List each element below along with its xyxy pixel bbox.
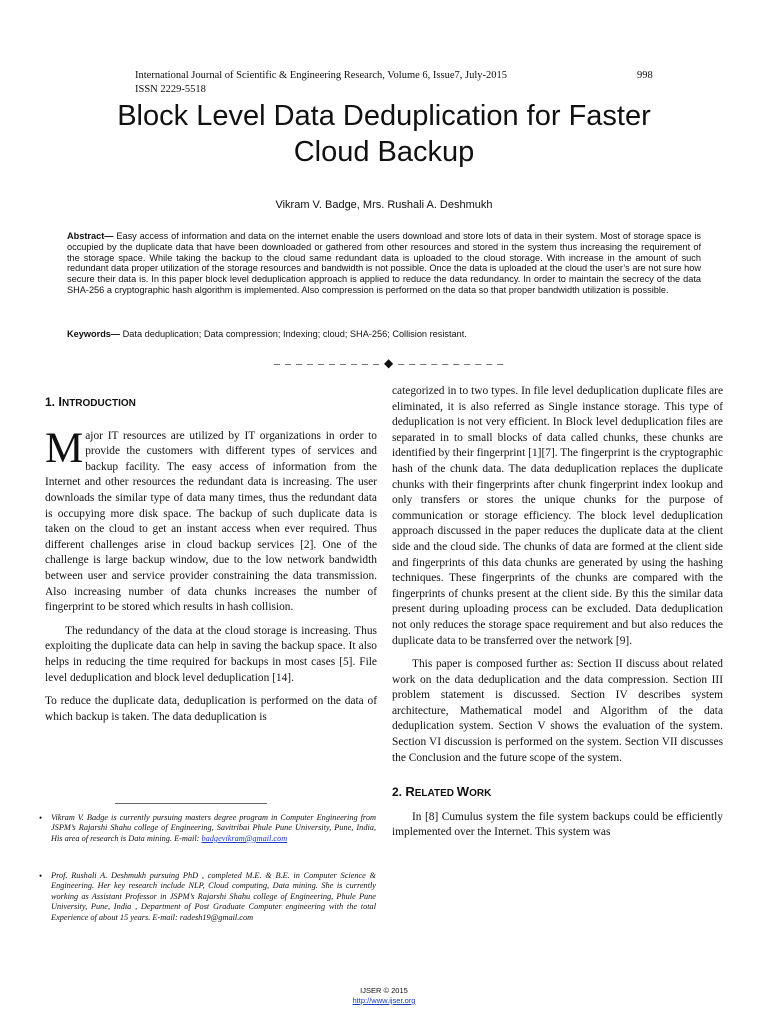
drop-cap: M xyxy=(45,424,84,472)
right-paragraph-1: categorized in to two types. In file level deduplication duplicate files are eliminated, it is also referred as Single instance storage. This type of deduplication is not very efficient. In Block level deduplication files are separated in to small blocks of data called chunks, these chunks are identified by their fingerprint [1][7]. The fingerprint is the cryptographic hash of the chunk data. The data deduplication replaces the duplicate chunks with their fingerprints after chunk fingerprint index lookup and only transfers or stores the unique chunks for the purpose of communication or storage efficiency. The block level deduplication approach discussed in the paper reduces the duplicate data at the client side and the cloud side. The chunks of data are formed at the client side and fingerprints of this data chunks are generated by using the hashing techniques. These fingerprints of the chunks are compared with the fingerprints of chunks present at the client side. By this the similar data present during uploading process can be excluded. Data deduplication not only reduces the storage space requirement and but also reduces the duplicate data to be transferred over the network [9]. xyxy=(392,385,723,647)
intro-paragraph-3: To reduce the duplicate data, deduplication is performed on the data of which backup is taken. The data deduplication is xyxy=(45,695,377,723)
footer-url xyxy=(0,996,768,1005)
bullet-icon: • xyxy=(39,871,43,881)
intro-paragraph-2: The redundancy of the data at the cloud storage is increasing. Thus exploiting the duplicate data can help in saving the backup space. It also helps in reducing the time required for backups in most cases [5]. File level deduplication and block level deduplication [14]. xyxy=(45,624,377,684)
bullet-icon: • xyxy=(39,813,43,823)
section-separator: – – – – – – – – – – ◆ – – – – – – – – – – xyxy=(274,356,505,370)
abstract-text: Easy access of information and data on the internet enable the users download and store lots of data in their system. Most of storage space is occupied by the duplicate data that have been downloaded or gathered from other resources and stored in the system thus increasing the requirement of the storage space. While taking the backup to the cloud same redundant data is uploaded to the cloud storage. With increase in the amount of such redundant data proper utilization of the storage resources and bandwidth is not possible. Once the data is uploaded at the cloud the user’s are not sure how secure their data is. In this paper block level deduplication approach is applied to reduce the data redundancy. In order to maintain the secrecy of the data SHA-256 a cryptographic hash algorithm is implemented. Also compression is performed on the data so that proper bandwidth utilization is possible. xyxy=(67,231,701,295)
issn: ISSN 2229-5518 xyxy=(135,84,206,95)
footer-copyright: IJSER © 2015 xyxy=(360,986,408,995)
keywords xyxy=(67,329,701,339)
section-1-heading: 1. INTRODUCTION xyxy=(45,394,136,409)
title-line-2: Cloud Backup xyxy=(293,136,475,168)
left-column xyxy=(45,394,377,725)
abstract xyxy=(67,231,701,296)
footnote-author-2: • Prof. Rushali A. Deshmukh pursuing PhD , completed M.E. & B.E. in Computer Science & Engineering. Her key research include NLP, Cloud computing, Data mining. She is currently working as Assistant Professor in JSPM’s Rajarshi Shahu college of Engineering, Phule Pune University, Pune, India , Department of Post Graduate Computer engineering with the total Experience of about 15 years. E-mail: radesh19@gmail.com xyxy=(39,871,376,922)
keywords-label: Keywords— xyxy=(67,329,121,339)
abstract-label: Abstract— xyxy=(67,231,114,241)
paper-title xyxy=(60,98,708,170)
authors: Vikram V. Badge, Mrs. Rushali A. Deshmukh xyxy=(275,199,493,211)
intro-paragraph-1: Major IT resources are utilized by IT organizations in order to provide the customers with different types of services and backup facility. The easy access of information from the Internet and other resources the redundant data is increasing. The user downloads the similar type of data many times, thus the redundant data is occupying more disk space. The backup of such duplicate data is taken on the cloud to get an instant access when ever required. Thus different challenges arise in cloud backup services [2]. One of the challenge is large backup window, due to the low network bandwidth between user and service provider constraining the data transmission. Also increasing number of data chunks increases the number of fingerprint to be stored which results in hash collision. xyxy=(45,424,377,614)
title-line-1: Block Level Data Deduplication for Faster xyxy=(117,100,651,132)
footnote-author-1: • Vikram V. Badge is currently pursuing masters degree program in Computer Engineering from JSPM’s Rajarshi Shahu college of Engineering, Savitribai Phule Pune University, Pune, India, His area of research is Data mining. E-mail: badgevikram@gmail.com xyxy=(39,813,376,843)
related-work-paragraph: In [8] Cumulus system the file system backups could be efficiently implemented over the Internet. This system was xyxy=(392,810,723,839)
journal-citation: International Journal of Scientific & Engineering Research, Volume 6, Issue7, July-2015 xyxy=(135,70,507,81)
page-number: 998 xyxy=(637,70,653,81)
section-2-heading: 2. RELATED WORK xyxy=(392,784,492,800)
keywords-text: Data deduplication; Data compression; Indexing; cloud; SHA-256; Collision resistant. xyxy=(120,329,467,339)
author-1-email-link[interactable]: badgevikram@gmail.com xyxy=(201,833,288,843)
journal-website-link[interactable]: http://www.ijser.org xyxy=(352,996,416,1005)
right-paragraph-2: This paper is composed further as: Section II discuss about related work on the data deduplication and the data compression. Section III problem statement is discussed. Section IV describes system architecture, Mathematical model and Algorithm of the data deduplication system. Section V shows the evaluation of the system. Section VI discussion is performed on the system. Section VII discusses the Conclusion and the future scope of the system. xyxy=(392,658,723,764)
footnote-rule xyxy=(115,803,267,804)
right-column xyxy=(392,384,723,841)
